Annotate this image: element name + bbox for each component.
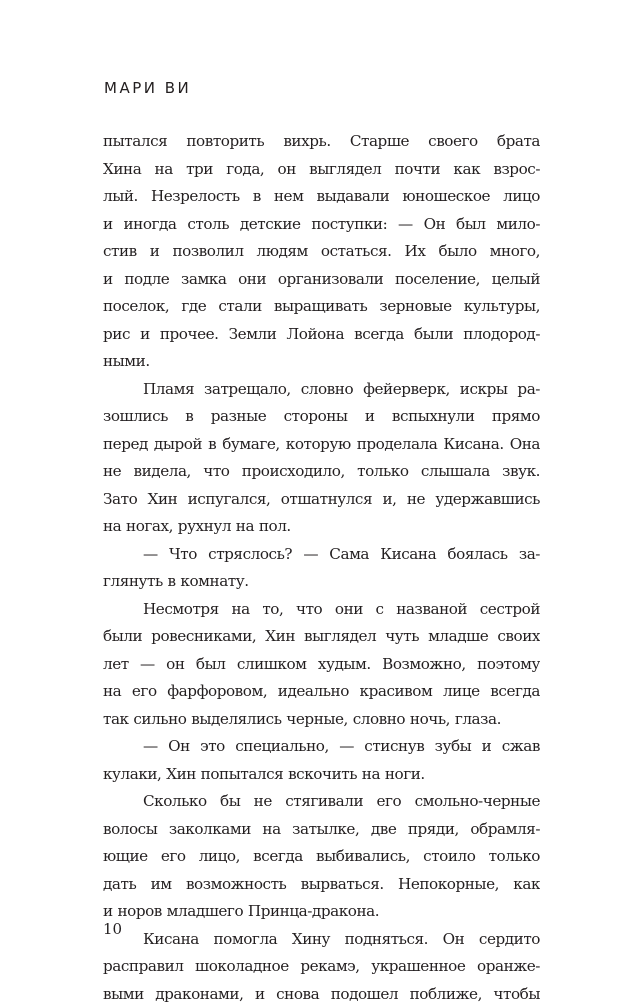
text-line: волосы заколками на затылке, две пряди, обрамля- bbox=[103, 816, 540, 844]
text-line: выми драконами, и снова подошел поближе, чтобы bbox=[103, 981, 540, 1008]
text-line: глянуть в комнату. bbox=[103, 568, 540, 596]
page-number: 10 bbox=[103, 920, 122, 938]
text-line: дать им возможность вырваться. Непокорные, как bbox=[103, 871, 540, 899]
text-line: были ровесниками, Хин выглядел чуть младше своих bbox=[103, 623, 540, 651]
text-line: Несмотря на то, что они с названой сестрой bbox=[103, 596, 540, 624]
text-line: рис и прочее. Земли Лойона всегда были плодород- bbox=[103, 321, 540, 349]
text-line: лет — он был слишком худым. Возможно, поэтому bbox=[103, 651, 540, 679]
text-line: на его фарфоровом, идеально красивом лице всегда bbox=[103, 678, 540, 706]
text-line: — Он это специально, — стиснув зубы и сжав bbox=[103, 733, 540, 761]
text-line: и иногда столь детские поступки: — Он был мило- bbox=[103, 211, 540, 239]
text-line: ными. bbox=[103, 348, 540, 376]
text-line: — Что стряслось? — Сама Кисана боялась за- bbox=[103, 541, 540, 569]
text-line: ющие его лицо, всегда выбивались, стоило только bbox=[103, 843, 540, 871]
text-line: Хина на три года, он выглядел почти как взрос- bbox=[103, 156, 540, 184]
text-line: стив и позволил людям остаться. Их было много, bbox=[103, 238, 540, 266]
text-line: и норов младшего Принца-дракона. bbox=[103, 898, 540, 926]
text-line: не видела, что происходило, только слышала звук. bbox=[103, 458, 540, 486]
text-line: лый. Незрелость в нем выдавали юношеское лицо bbox=[103, 183, 540, 211]
body-text bbox=[103, 128, 540, 1008]
text-line: Сколько бы не стягивали его смольно-черные bbox=[103, 788, 540, 816]
text-line: Зато Хин испугался, отшатнулся и, не удержавшись bbox=[103, 486, 540, 514]
text-line: перед дырой в бумаге, которую проделала Кисана. Она bbox=[103, 431, 540, 459]
text-line: пытался повторить вихрь. Старше своего брата bbox=[103, 128, 540, 156]
text-line: так сильно выделялись черные, словно ночь, глаза. bbox=[103, 706, 540, 734]
text-line: зошлись в разные стороны и вспыхнули прямо bbox=[103, 403, 540, 431]
text-line: на ногах, рухнул на пол. bbox=[103, 513, 540, 541]
text-line: Пламя затрещало, словно фейерверк, искры ра- bbox=[103, 376, 540, 404]
text-line: Кисана помогла Хину подняться. Он сердито bbox=[103, 926, 540, 954]
text-line: и подле замка они организовали поселение, целый bbox=[103, 266, 540, 294]
text-line: поселок, где стали выращивать зерновые культуры, bbox=[103, 293, 540, 321]
running-head: МАРИ ВИ bbox=[104, 79, 191, 97]
text-line: расправил шоколадное рекамэ, украшенное оранже- bbox=[103, 953, 540, 981]
text-line: кулаки, Хин попытался вскочить на ноги. bbox=[103, 761, 540, 789]
